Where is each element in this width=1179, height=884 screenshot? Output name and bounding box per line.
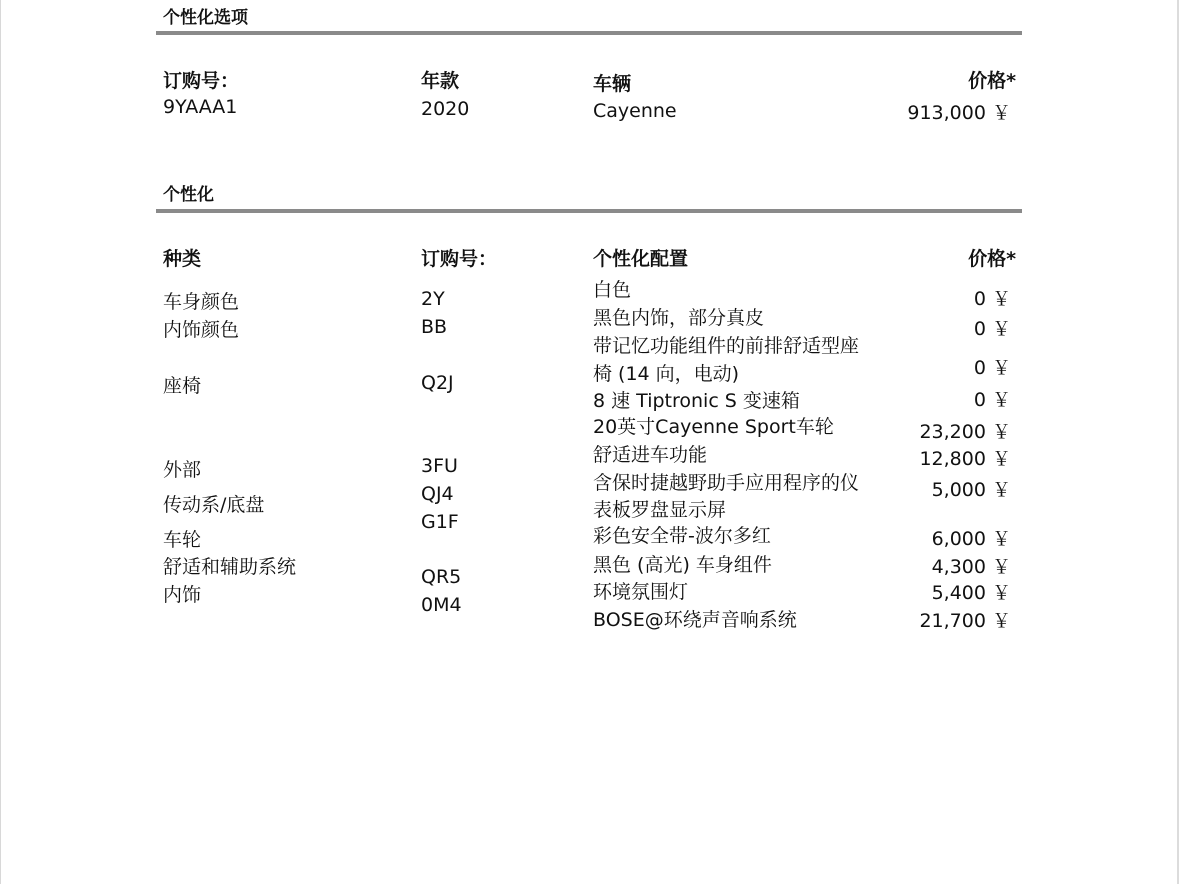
option-code: Q2J (421, 372, 454, 394)
config-line: 20英寸Cayenne Sport车轮 (593, 416, 834, 438)
option-price: 0 ￥ (973, 389, 1011, 411)
option-code: G1F (421, 511, 459, 533)
config-line: 8 速 Tiptronic S 变速箱 (593, 390, 800, 412)
config-line: 舒适进车功能 (593, 444, 708, 466)
section-title-options: 个性化选项 (163, 8, 248, 28)
vehicle-value: Cayenne (593, 100, 677, 122)
header-category: 种类 (163, 248, 202, 270)
section-divider (156, 209, 1022, 213)
category-item: 传动系/底盘 (163, 494, 265, 516)
option-price: 0 ￥ (973, 318, 1011, 340)
config-line: 表板罗盘显示屏 (593, 499, 727, 521)
category-item: 内饰颜色 (163, 319, 240, 341)
option-price: 23,200 ￥ (919, 421, 1011, 443)
category-item: 内饰 (163, 584, 202, 606)
option-price: 0 ￥ (973, 288, 1011, 310)
header-price: 价格* (968, 70, 1016, 92)
order-no-value: 9YAAA1 (163, 96, 238, 118)
option-price: 12,800 ￥ (919, 448, 1011, 470)
category-item: 座椅 (163, 375, 202, 397)
option-code: 3FU (421, 455, 458, 477)
page-edge-left (0, 0, 1, 884)
option-price: 21,700 ￥ (919, 610, 1011, 632)
option-price: 0 ￥ (973, 357, 1011, 379)
config-line: 含保时捷越野助手应用程序的仪 (593, 472, 860, 494)
option-code: QJ4 (421, 483, 454, 505)
header-price-2: 价格* (968, 248, 1016, 270)
config-line: 彩色安全带-波尔多红 (593, 525, 771, 547)
option-price: 5,400 ￥ (931, 582, 1011, 604)
option-code: QR5 (421, 566, 462, 588)
option-price: 5,000 ￥ (931, 479, 1011, 501)
section-title-personalization: 个性化 (163, 185, 214, 205)
section-divider (156, 31, 1022, 35)
header-model-year: 年款 (421, 70, 460, 92)
header-order-no-2: 订购号： (421, 248, 498, 270)
config-line: 黑色 (高光) 车身组件 (593, 554, 772, 576)
category-item: 外部 (163, 459, 202, 481)
option-price: 4,300 ￥ (931, 556, 1011, 578)
config-line: 带记忆功能组件的前排舒适型座 (593, 335, 860, 357)
option-code: 2Y (421, 288, 445, 310)
header-config: 个性化配置 (593, 248, 689, 270)
config-line: 椅 (14 向，电动) (593, 363, 740, 385)
config-line: 白色 (593, 279, 632, 301)
option-code: 0M4 (421, 594, 462, 616)
category-item: 舒适和辅助系统 (163, 556, 297, 578)
category-item: 车轮 (163, 529, 202, 551)
option-code: BB (421, 316, 448, 338)
header-vehicle: 车辆 (593, 73, 632, 95)
category-item: 车身颜色 (163, 291, 240, 313)
config-line: 环境氛围灯 (593, 581, 689, 603)
header-order-no: 订购号： (163, 70, 240, 92)
model-year-value: 2020 (421, 98, 470, 120)
option-price: 6,000 ￥ (931, 528, 1011, 550)
vehicle-price-value: 913,000 ￥ (907, 102, 1011, 124)
config-line: 黑色内饰，部分真皮 (593, 307, 765, 329)
config-line: BOSE@环绕声音响系统 (593, 609, 797, 631)
